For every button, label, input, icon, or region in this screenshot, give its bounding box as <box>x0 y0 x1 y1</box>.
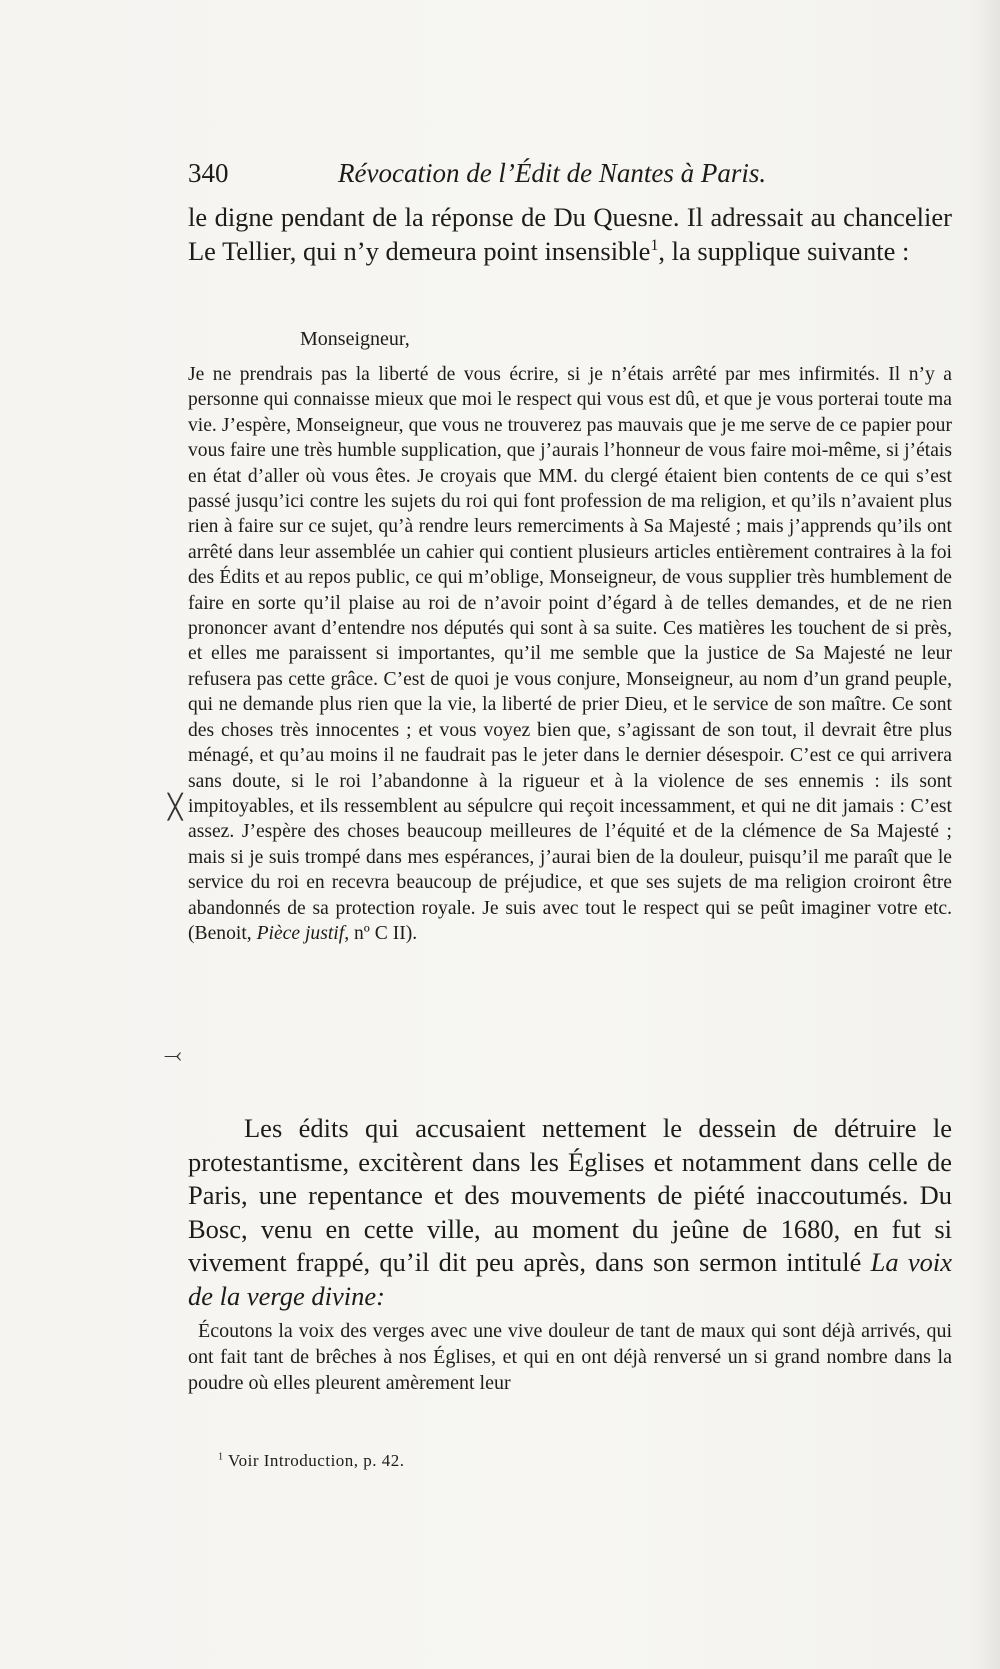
footnote-text: Voir Introduction, p. 42. <box>228 1451 405 1470</box>
sermon-quote: Écoutons la voix des verges avec une vive douleur de tant de maux qui sont déjà arrivés, qui ont fait tant de brêches à nos Églises, et qui en ont déjà renversé un si grand nombre dans la poudre où elles pleurent amèrement leur <box>188 1320 952 1394</box>
main-paragraph <box>188 1112 952 1313</box>
footnote-number: 1 <box>218 1451 224 1463</box>
footnote-reference: 1 <box>650 237 659 255</box>
letter-body <box>188 362 952 946</box>
page-fold-shadow <box>974 0 1000 1669</box>
intro-text-end: , la supplique suivante : <box>658 236 910 266</box>
intro-text: le digne pendant de la réponse de Du Quesne. Il adressait au chancelier Le Tellier, qui n’y demeura point insensible <box>188 202 952 266</box>
handwritten-x-mark-icon: ╳ <box>168 793 183 821</box>
running-title: Révocation de l’Édit de Nantes à Paris. <box>338 158 767 188</box>
letter-salutation: Monseigneur, <box>300 328 410 350</box>
page-number: 340 <box>188 158 229 188</box>
main-paragraph-text: Les édits qui accusaient nettement le dessein de détruire le protestantisme, excitèrent dans les Églises et notamment dans celle de Paris, une repentance et des mouvements de piété inaccoutumés. Du Bosc, venu en cette ville, au moment du jeûne de 1680, en fut si vivement frappé, qu’il dit peu après, dans son sermon intitulé <box>188 1113 952 1277</box>
page-header <box>188 158 803 192</box>
sermon-title: La voix de la verge divine: <box>188 1247 952 1311</box>
citation-title: Pièce justif <box>256 922 345 944</box>
handwritten-arrow-mark-icon: ⤙ <box>164 1043 182 1068</box>
citation-tail: , nº C II). <box>344 922 418 944</box>
letter-text: Je ne prendrais pas la liberté de vous écrire, si je n’étais arrêté par mes infirmités. Il n’y a personne qui connaisse mieux que moi le respect qui vous est dû, et que je vous porterai toute ma vie. J’espère, Monseigneur, que vous ne trouverez pas mauvais que je me serve de ce papier pour vous faire une très humble supplication, que j’aurais l’honneur de vous faire moi-même, si j’étais en état d’aller où vous êtes. Je croyais que MM. du clergé étaient bien contents de ce qui s’est passé jusqu’ici contre les sujets du roi qui font profession de ma religion, et qu’ils n’avaient plus rien à faire sur ce sujet, qu’à rendre leurs remerciments à Sa Majesté ; mais j’apprends qu’ils ont arrêté dans leur assemblée un cahier qui contient plusieurs articles entièrement contraires à la foi des Édits et au repos public, ce qui m’oblige, Monseigneur, de vous supplier très humblement de faire en sorte qu’il plaise au roi de n’avoir point d’égard à de telles demandes, et de ne rien prononcer avant d’entendre nos députés qui sont à sa suite. Ces matières les touchent de si près, et elles me paraissent si importantes, qu’il me semble que la justice de Sa Majesté ne leur refusera pas cette grâce. C’est de quoi je vous conjure, Monseigneur, au nom d’un grand peuple, qui ne demande plus rien que la vie, la liberté de prier Dieu, et le service de son maître. Ce sont des choses très innocentes ; et vous voyez bien que, s’agissant de son tout, il devrait être plus ménagé, et qu’au moins il ne faudrait pas le jeter dans le dernier désespoir. C’est ce qui arrivera sans doute, si le roi l’abandonne à la rigueur et à la violence de ses ennemis : ils sont impitoyables, et ils ressemblent au sépulcre qui reçoit incessamment, et qui ne dit jamais : C’est assez. J’espère des choses beaucoup meilleures de l’équité et de la clémence de Sa Majesté ; mais si je suis trompé dans mes espérances, j’aurai bien de la douleur, puisqu’il me paraît que le service du roi en recevra beaucoup de préjudice, et que ses sujets de ma religion croiront être abandonnés de sa protection royale. Je suis avec tout le respect qui se peût imaginer votre etc. (Benoit, <box>188 364 952 944</box>
intro-paragraph <box>188 200 952 268</box>
footnote <box>218 1451 405 1471</box>
